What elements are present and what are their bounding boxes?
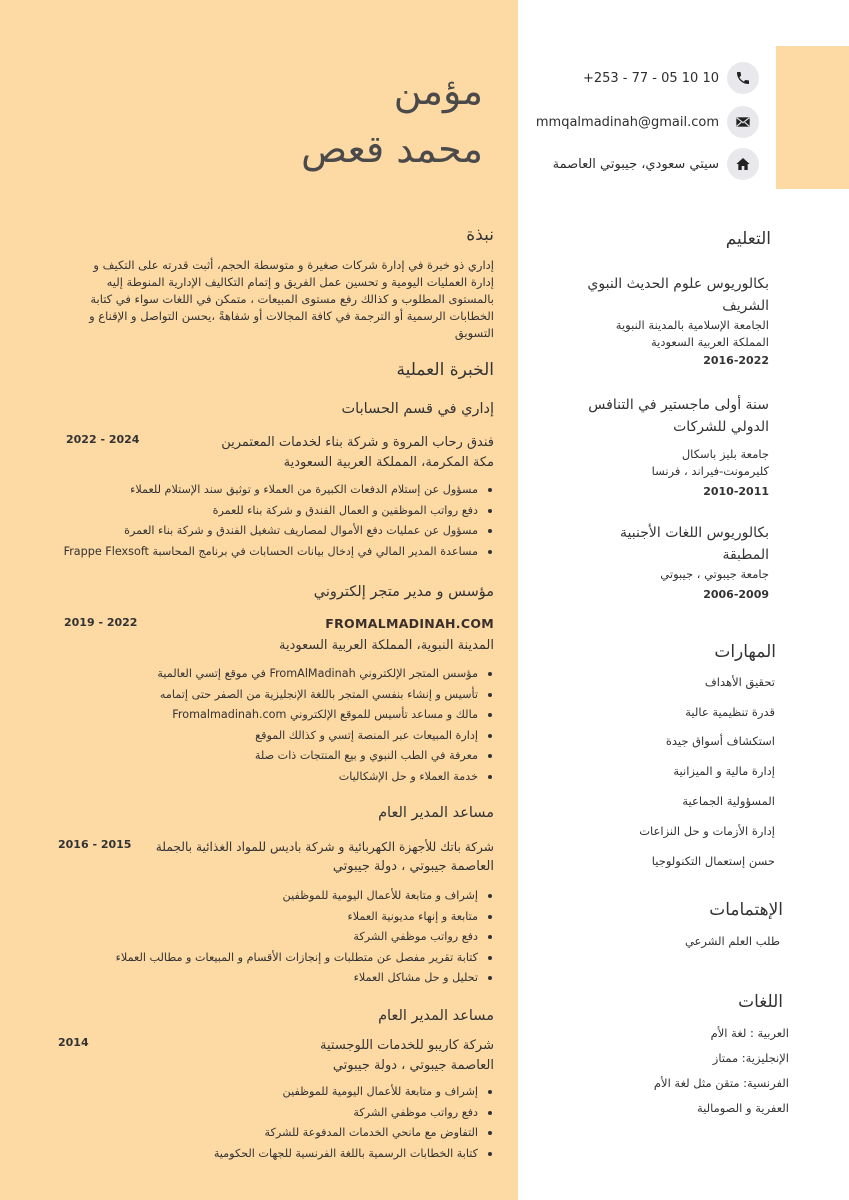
job-4-location: العاصمة جيبوتي ، دولة جيبوتي (332, 1058, 494, 1073)
skill-item: حسن إستعمال التكنولوجيا (651, 854, 775, 868)
email-text[interactable]: mmqalmadinah@gmail.com (535, 114, 719, 130)
list-item: مؤسس المتجر الإلكتروني FromAlMadinah في موقع إتسي العالمية (157, 664, 494, 685)
list-item: مالك و مساعد تأسيس للموقع الإلكتروني Fromalmadinah.com (157, 705, 494, 726)
education-institution: جامعة جيبوتي ، جيبوتي (660, 567, 769, 581)
job-3-bullets (116, 886, 494, 989)
education-item-1 (587, 273, 769, 367)
job-3-dates: 2016 - 2015 (58, 838, 132, 851)
education-degree-cont: الشريف (722, 298, 769, 314)
job-3-title: مساعد المدير العام (378, 805, 494, 821)
education-years: 2016-2022 (703, 354, 769, 367)
languages-title: اللغات (738, 992, 783, 1012)
list-item: مسؤول عن إستلام الدفعات الكبيرة من العملاء و توثيق سند الإستلام للعملاء (64, 480, 494, 501)
list-item: إدارة المبيعات عبر المنصة إتسي و كذالك الموقع (157, 726, 494, 747)
skill-item: المسؤولية الجماعية (682, 794, 775, 808)
job-4-company: شركة كاريبو للخدمات اللوجستية (320, 1038, 494, 1053)
job-2-title: مؤسس و مدير متجر إلكتروني (313, 584, 494, 600)
job-4-dates: 2014 (58, 1036, 89, 1049)
language-item: الفرنسية: متقن مثل لغة الأم (653, 1076, 789, 1090)
envelope-icon (727, 106, 759, 138)
experience-title: الخبرة العملية (396, 360, 494, 380)
job-2-dates: 2019 - 2022 (64, 616, 138, 629)
address-text: سيتي سعودي، جيبوتي العاصمة (552, 156, 719, 172)
education-degree-cont: الدولي للشركات (673, 419, 769, 435)
education-title: التعليم (725, 229, 771, 249)
list-item: إشراف و متابعة للأعمال اليومية للموظفين (214, 1082, 494, 1103)
education-institution: الجامعة الإسلامية بالمدينة النبوية (615, 318, 769, 332)
list-item: خدمة العملاء و حل الإشكاليات (157, 767, 494, 788)
list-item: دفع رواتب موظفي الشركة (116, 927, 494, 948)
job-3-company: شركة باتك للأجهزة الكهربائية و شركة باديس للمواد الغذائية بالجملة (155, 840, 494, 854)
education-institution: جامعة بليز باسكال (681, 447, 769, 461)
list-item: معرفة في الطب النبوي و بيع المنتجات ذات صلة (157, 746, 494, 767)
language-item: العربية : لغة الأم (710, 1026, 789, 1040)
education-degree: سنة أولى ماجستير في التنافس (588, 397, 769, 413)
job-1-bullets (64, 480, 494, 562)
education-item-2 (588, 394, 769, 498)
list-item: تأسيس و إنشاء بنفسي المتجر باللغة الإنجليزية من الصفر حتى إتمامه (157, 685, 494, 706)
job-1-title: إداري في قسم الحسابات (341, 401, 494, 417)
job-4-bullets (214, 1082, 494, 1164)
interest-item: طلب العلم الشرعي (684, 934, 780, 948)
education-location: المملكة العربية السعودية (651, 335, 769, 349)
summary-title: نبذة (466, 225, 494, 245)
list-item: مسؤول عن عمليات دفع الأموال لمصاريف تشغيل الفندق و شركة بناء العمرة (64, 521, 494, 542)
skills-title: المهارات (714, 642, 776, 662)
list-item: دفع رواتب الموظفين و العمال الفندق و شركة بناء للعمرة (64, 501, 494, 522)
education-location: كليرمونت-فيراند ، فرنسا (651, 464, 769, 478)
home-icon (727, 148, 759, 180)
job-4-title: مساعد المدير العام (378, 1008, 494, 1024)
job-2-bullets (157, 664, 494, 787)
job-3-location: العاصمة جيبوتي ، دولة جيبوتي (332, 859, 494, 874)
education-item-3 (620, 522, 769, 601)
list-item: كتابة تقرير مفصل عن متطلبات و إنجازات الأقسام و المبيعات و مطالب العملاء (116, 948, 494, 969)
list-item: متابعة و إنهاء مديونية العملاء (116, 907, 494, 928)
list-item: إشراف و متابعة للأعمال اليومية للموظفين (116, 886, 494, 907)
job-1-dates: 2022 - 2024 (66, 433, 140, 446)
list-item: دفع رواتب موظفي الشركة (214, 1103, 494, 1124)
contact-email (536, 105, 759, 139)
accent-box (776, 46, 849, 189)
list-item: تحليل و حل مشاكل العملاء (116, 968, 494, 989)
first-name: مؤمن (393, 69, 483, 113)
language-item: العفرية و الصومالية (696, 1101, 789, 1115)
full-name (301, 62, 483, 178)
language-item: الإنجليزية: ممتاز (712, 1051, 789, 1065)
job-2-location: المدينة النبوية، المملكة العربية السعودية (279, 638, 494, 653)
phone-icon (727, 62, 759, 94)
job-1-company: فندق رحاب المروة و شركة بناء لخدمات المعتمرين (221, 435, 494, 450)
education-years: 2006-2009 (703, 588, 769, 601)
skill-item: قدرة تنظيمية عالية (685, 705, 775, 719)
list-item: مساعدة المدير المالي في إدخال بيانات الحسابات في برنامج المحاسبة Frappe Flexsoft (64, 542, 494, 563)
education-degree: بكالوريوس اللغات الأجنبية (620, 525, 769, 541)
education-degree: بكالوريوس علوم الحديث النبوي (587, 276, 769, 292)
phone-text: +253 - 77 - 05 10 10 (582, 70, 719, 86)
contact-phone (583, 61, 759, 95)
education-degree-cont: المطبقة (722, 547, 769, 563)
skill-item: إدارة مالية و الميزانية (673, 764, 775, 778)
skill-item: استكشاف أسواق جيدة (665, 734, 775, 748)
job-2-store-name: FROMALMADINAH.COM (325, 616, 494, 631)
education-years: 2010-2011 (703, 485, 769, 498)
skill-item: تحقيق الأهداف (704, 675, 775, 689)
job-1-location: مكة المكرمة، المملكة العربية السعودية (283, 455, 494, 470)
list-item: التفاوض مع مانحي الخدمات المدفوعة للشركة (214, 1123, 494, 1144)
summary-text: إداري ذو خبرة في إدارة شركات صغيرة و متوسطة الحجم، أثبت قدرته على التكيف و إدارة العمليات اليومية و تحسين عمل الفريق و إتمام التكاليف الإدارية المنوطة إليه بالمستوى المطلوب و كذالك رفع مستوى المبيعات ، متمكن في اللغات سواء في كتابة الخطابات الرسمية أو الترجمة في كافة المجالات أو شفاهةً ،يحسن التواصل و الإقناع و التسويق (89, 258, 494, 340)
contact-address (553, 147, 759, 181)
last-name: محمد قعص (301, 127, 483, 171)
list-item: كتابة الخطابات الرسمية باللغة الفرنسية للجهات الحكومية (214, 1144, 494, 1165)
skill-item: إدارة الأزمات و حل النزاعات (639, 824, 775, 838)
interests-title: الإهتمامات (709, 900, 783, 920)
